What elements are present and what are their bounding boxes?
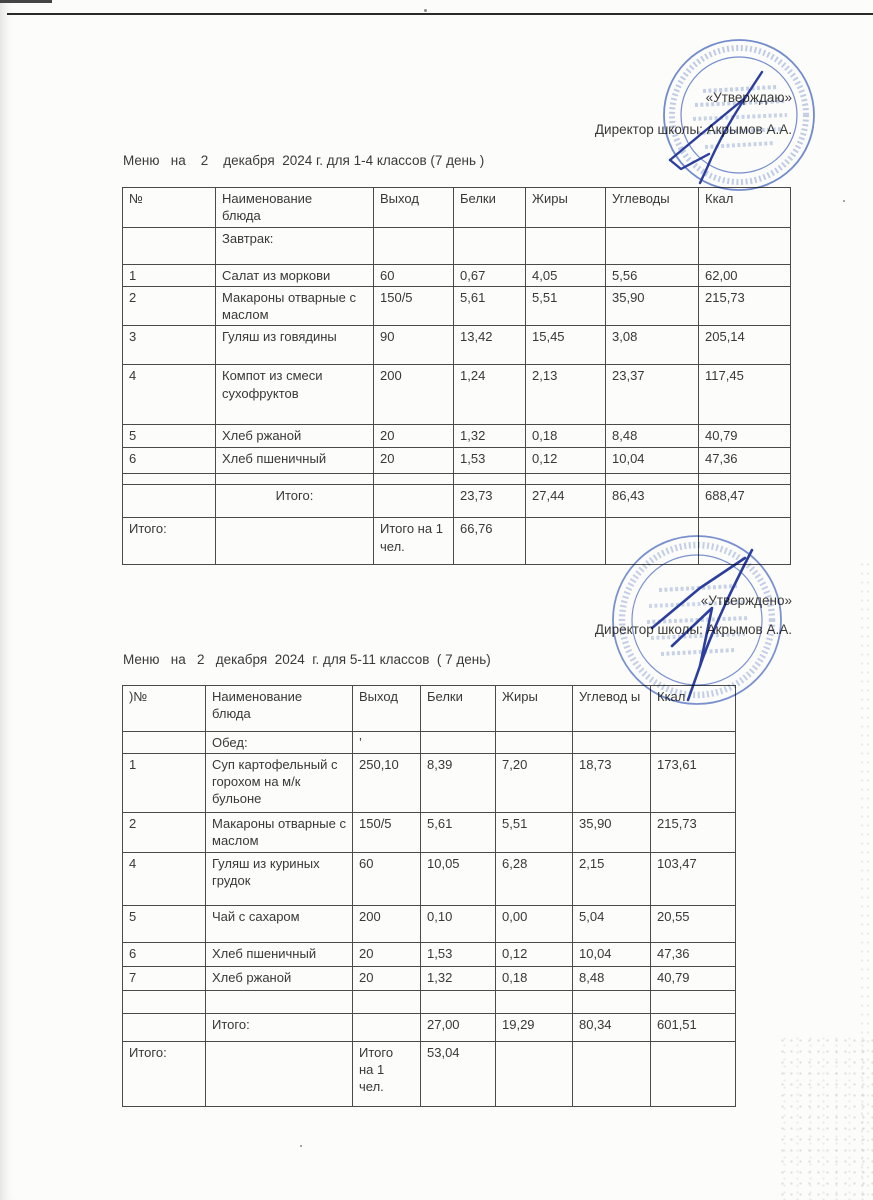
col-header-dish — [216, 188, 374, 228]
empty-cell — [606, 474, 699, 485]
cell-dish: Гуляш из куриных грудок — [206, 853, 353, 906]
table-row — [123, 853, 736, 906]
empty-cell — [374, 228, 454, 265]
cell-vyhod: 90 — [374, 326, 454, 365]
cell-vyhod: 20 — [353, 943, 421, 967]
scan-speck — [843, 200, 845, 202]
col-header-vyhod: Выход — [353, 686, 421, 732]
scan-edge-mark — [0, 0, 52, 3]
empty-cell — [353, 1014, 421, 1042]
empty-cell — [573, 1042, 651, 1107]
cell-vyhod: 150/5 — [353, 813, 421, 853]
empty-cell — [421, 732, 496, 754]
col-header-vyhod: Выход — [374, 188, 454, 228]
scan-noise-edge — [859, 560, 873, 1200]
table-row — [123, 754, 736, 813]
empty-cell — [606, 228, 699, 265]
cell-uglevody: 10,04 — [573, 943, 651, 967]
cell-kkal: 40,79 — [699, 425, 791, 448]
cell-uglevody: 8,48 — [573, 967, 651, 991]
table-row — [123, 287, 791, 326]
table-row — [123, 967, 736, 991]
cell-dish: Макароны отварные с маслом — [216, 287, 374, 326]
scan-speck-cell: ’ — [353, 732, 421, 754]
round-approval-stamp-icon — [657, 33, 821, 197]
cell-num: 5 — [123, 906, 206, 943]
total-uglevody: 86,43 — [606, 485, 699, 518]
cell-num: 4 — [123, 853, 206, 906]
cell-zhiry: 5,51 — [526, 287, 606, 326]
cell-vyhod: 20 — [353, 967, 421, 991]
empty-cell — [123, 1014, 206, 1042]
table-row — [123, 906, 736, 943]
cell-belki: 1,53 — [454, 448, 526, 474]
cell-belki: 8,39 — [421, 754, 496, 813]
total-belki: 23,73 — [454, 485, 526, 518]
per-person-left-label: Итого: — [123, 1042, 206, 1107]
cell-uglevody: 23,37 — [606, 365, 699, 425]
cell-kkal: 20,55 — [651, 906, 736, 943]
totals-label: Итого: — [216, 485, 374, 518]
cell-kkal: 47,36 — [699, 448, 791, 474]
cell-dish: Салат из моркови — [216, 265, 374, 287]
cell-kkal: 103,47 — [651, 853, 736, 906]
cell-vyhod: 60 — [353, 853, 421, 906]
approve-label-top: «Утверждаю» — [705, 90, 792, 105]
table-header-row — [123, 686, 736, 732]
cell-num: 2 — [123, 813, 206, 853]
cell-zhiry: 0,18 — [496, 967, 573, 991]
empty-cell — [651, 1042, 736, 1107]
table-header-row — [123, 188, 791, 228]
per-person-label: Итого на 1 чел. — [374, 518, 454, 565]
menu-table-grades-5-11 — [122, 685, 736, 1107]
empty-cell — [699, 518, 791, 565]
blank-row — [123, 991, 736, 1014]
director-signature-line-bottom: Директор школы: Акрымов А.А. — [594, 622, 792, 637]
col-header-dish-label: Наименование блюда — [212, 689, 303, 722]
cell-zhiry: 4,05 — [526, 265, 606, 287]
total-zhiry: 19,29 — [496, 1014, 573, 1042]
cell-num: 5 — [123, 425, 216, 448]
cell-uglevody: 10,04 — [606, 448, 699, 474]
empty-cell — [651, 732, 736, 754]
table-row — [123, 943, 736, 967]
table-row — [123, 448, 791, 474]
cell-dish: Хлеб пшеничный — [216, 448, 374, 474]
table-row — [123, 365, 791, 425]
cell-kkal: 215,73 — [699, 287, 791, 326]
cell-zhiry: 5,51 — [496, 813, 573, 853]
cell-kkal: 215,73 — [651, 813, 736, 853]
empty-cell — [496, 732, 573, 754]
total-uglevody: 80,34 — [573, 1014, 651, 1042]
totals-row — [123, 1014, 736, 1042]
empty-cell — [421, 991, 496, 1014]
empty-cell — [454, 474, 526, 485]
cell-dish: Хлеб пшеничный — [206, 943, 353, 967]
cell-dish: Хлеб ржаной — [216, 425, 374, 448]
cell-vyhod: 20 — [374, 448, 454, 474]
col-header-dish-label: Наименование блюда — [222, 191, 313, 224]
empty-cell — [699, 228, 791, 265]
scan-edge-line — [7, 13, 873, 15]
empty-cell — [526, 228, 606, 265]
cell-dish: Компот из смеси сухофруктов — [216, 365, 374, 425]
cell-vyhod: 250,10 — [353, 754, 421, 813]
table-row — [123, 265, 791, 287]
per-person-left-label: Итого: — [123, 518, 216, 565]
empty-cell — [699, 474, 791, 485]
cell-uglevody: 35,90 — [573, 813, 651, 853]
col-header-kkal: Ккал — [651, 686, 736, 732]
col-header-belki: Белки — [421, 686, 496, 732]
empty-cell — [216, 474, 374, 485]
cell-vyhod: 150/5 — [374, 287, 454, 326]
menu-title-grades-1-4: Меню на 2 декабря 2024 г. для 1-4 классов (7 день ) — [123, 153, 485, 168]
section-row — [123, 732, 736, 754]
cell-belki: 5,61 — [421, 813, 496, 853]
per-person-value: 66,76 — [454, 518, 526, 565]
col-header-dish — [206, 686, 353, 732]
cell-num: 1 — [123, 754, 206, 813]
totals-label: Итого: — [206, 1014, 353, 1042]
cell-zhiry: 0,12 — [526, 448, 606, 474]
totals-row — [123, 485, 791, 518]
per-person-label: Итого на 1 чел. — [353, 1042, 421, 1107]
cell-kkal: 62,00 — [699, 265, 791, 287]
cell-dish: Чай с сахаром — [206, 906, 353, 943]
cell-zhiry: 0,00 — [496, 906, 573, 943]
section-row — [123, 228, 791, 265]
scan-speck — [300, 1145, 302, 1147]
cell-num: 6 — [123, 448, 216, 474]
cell-uglevody: 2,15 — [573, 853, 651, 906]
menu-title-grades-5-11: Меню на 2 декабря 2024 г. для 5-11 классов ( 7 день) — [123, 652, 491, 667]
empty-cell — [573, 732, 651, 754]
table-row — [123, 425, 791, 448]
cell-belki: 1,32 — [421, 967, 496, 991]
cell-uglevody: 18,73 — [573, 754, 651, 813]
cell-dish: Макароны отварные с маслом — [206, 813, 353, 853]
cell-kkal: 47,36 — [651, 943, 736, 967]
cell-zhiry: 0,18 — [526, 425, 606, 448]
scan-speck — [424, 9, 427, 12]
empty-cell — [123, 732, 206, 754]
cell-belki: 13,42 — [454, 326, 526, 365]
col-header-zhiry: Жиры — [526, 188, 606, 228]
per-person-row — [123, 518, 791, 565]
cell-belki: 10,05 — [421, 853, 496, 906]
cell-vyhod: 20 — [374, 425, 454, 448]
total-kkal: 688,47 — [699, 485, 791, 518]
cell-zhiry: 2,13 — [526, 365, 606, 425]
empty-cell — [573, 991, 651, 1014]
empty-cell — [353, 991, 421, 1014]
cell-uglevody: 3,08 — [606, 326, 699, 365]
cell-num: 6 — [123, 943, 206, 967]
col-header-kkal: Ккал — [699, 188, 791, 228]
cell-dish: Суп картофельный с горохом на м/к бульоне — [206, 754, 353, 813]
cell-num: 7 — [123, 967, 206, 991]
col-header-num: № — [123, 188, 216, 228]
empty-cell — [496, 991, 573, 1014]
cell-uglevody: 8,48 — [606, 425, 699, 448]
total-zhiry: 27,44 — [526, 485, 606, 518]
empty-cell — [651, 991, 736, 1014]
director-signature-line-top: Директор школы: Акрымов А.А. — [594, 122, 792, 137]
empty-cell — [526, 518, 606, 565]
col-header-uglevody: Углевод ы — [573, 686, 651, 732]
col-header-uglevody: Углеводы — [606, 188, 699, 228]
empty-cell — [123, 474, 216, 485]
empty-cell — [216, 518, 374, 565]
cell-zhiry: 15,45 — [526, 326, 606, 365]
per-person-value: 53,04 — [421, 1042, 496, 1107]
cell-kkal: 173,61 — [651, 754, 736, 813]
cell-uglevody: 5,56 — [606, 265, 699, 287]
blank-row — [123, 474, 791, 485]
cell-num: 3 — [123, 326, 216, 365]
menu-table-grades-1-4 — [122, 187, 791, 565]
cell-vyhod: 200 — [353, 906, 421, 943]
col-header-num: )№ — [123, 686, 206, 732]
total-belki: 27,00 — [421, 1014, 496, 1042]
empty-cell — [496, 1042, 573, 1107]
cell-zhiry: 0,12 — [496, 943, 573, 967]
col-header-zhiry: Жиры — [496, 686, 573, 732]
cell-num: 2 — [123, 287, 216, 326]
cell-uglevody: 5,04 — [573, 906, 651, 943]
empty-cell — [374, 485, 454, 518]
empty-cell — [606, 518, 699, 565]
empty-cell — [123, 228, 216, 265]
section-label: Обед: — [206, 732, 353, 754]
empty-cell — [123, 485, 216, 518]
col-header-belki: Белки — [454, 188, 526, 228]
cell-belki: 1,24 — [454, 365, 526, 425]
per-person-row — [123, 1042, 736, 1107]
cell-belki: 0,10 — [421, 906, 496, 943]
cell-dish: Хлеб ржаной — [206, 967, 353, 991]
empty-cell — [374, 474, 454, 485]
cell-vyhod: 200 — [374, 365, 454, 425]
section-label: Завтрак: — [216, 228, 374, 265]
cell-num: 4 — [123, 365, 216, 425]
cell-kkal: 117,45 — [699, 365, 791, 425]
cell-zhiry: 6,28 — [496, 853, 573, 906]
cell-kkal: 40,79 — [651, 967, 736, 991]
approve-label-bottom: «Утверждено» — [700, 593, 792, 608]
empty-cell — [526, 474, 606, 485]
empty-cell — [206, 991, 353, 1014]
cell-zhiry: 7,20 — [496, 754, 573, 813]
cell-belki: 0,67 — [454, 265, 526, 287]
empty-cell — [206, 1042, 353, 1107]
cell-uglevody: 35,90 — [606, 287, 699, 326]
cell-num: 1 — [123, 265, 216, 287]
cell-belki: 1,32 — [454, 425, 526, 448]
cell-kkal: 205,14 — [699, 326, 791, 365]
cell-dish: Гуляш из говядины — [216, 326, 374, 365]
cell-belki: 5,61 — [454, 287, 526, 326]
total-kkal: 601,51 — [651, 1014, 736, 1042]
cell-belki: 1,53 — [421, 943, 496, 967]
empty-cell — [123, 991, 206, 1014]
empty-cell — [454, 228, 526, 265]
table-row — [123, 813, 736, 853]
table-row — [123, 326, 791, 365]
cell-vyhod: 60 — [374, 265, 454, 287]
